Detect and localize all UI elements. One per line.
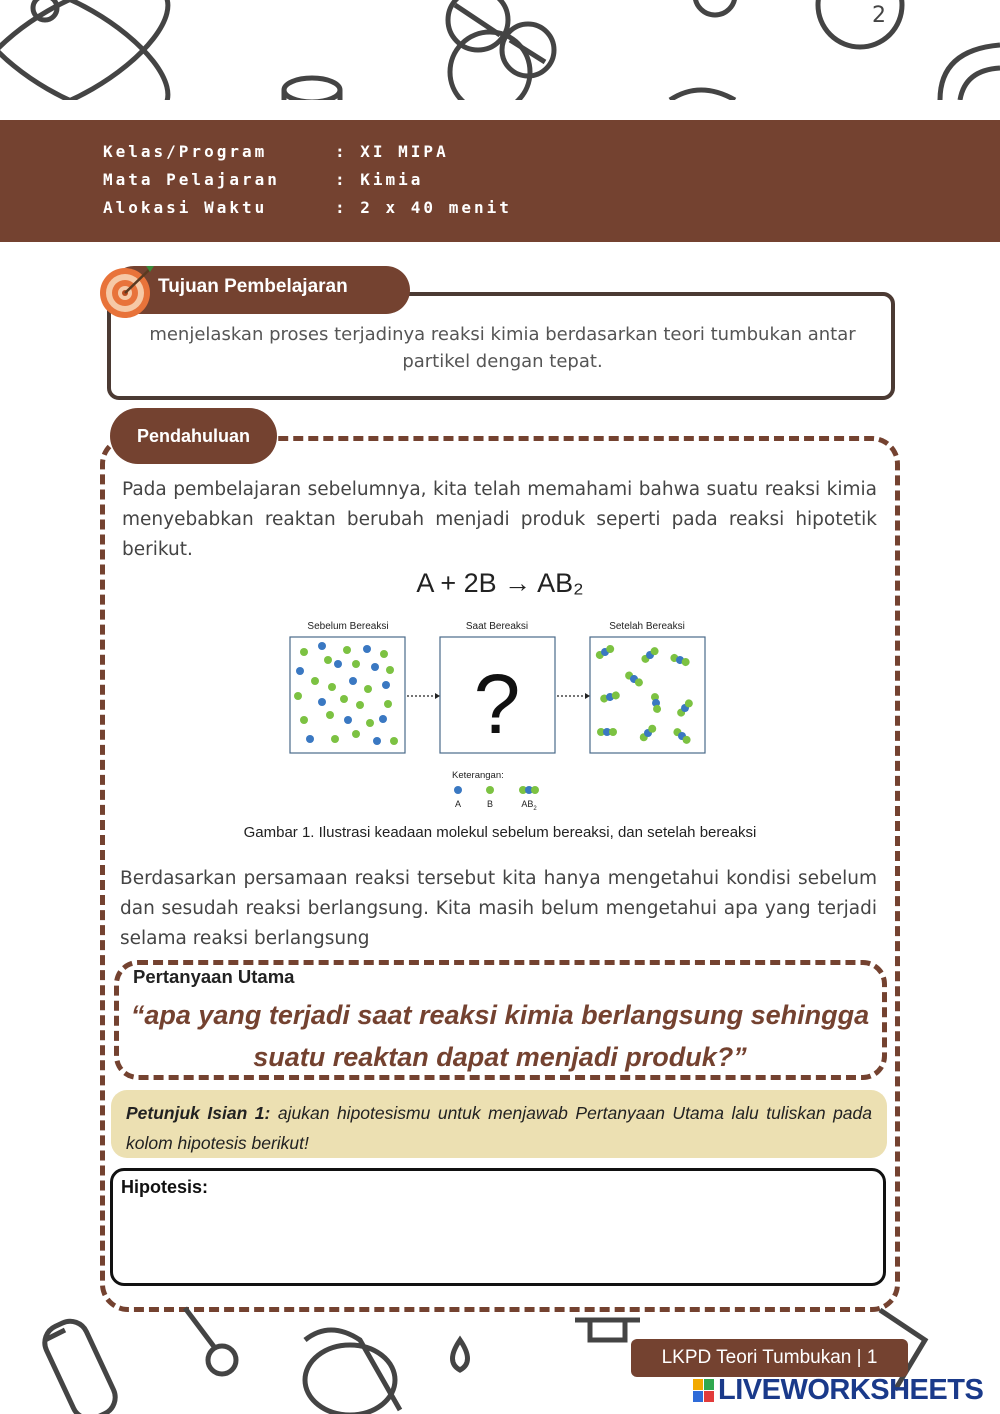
molecule-b — [294, 692, 302, 700]
arrow-1-head — [435, 693, 440, 699]
footer-page-tag: LKPD Teori Tumbukan | 1 — [631, 1339, 908, 1377]
legend-swatch-a — [454, 786, 462, 794]
header-label: Kelas/Program — [103, 142, 268, 161]
molecule-b — [384, 700, 392, 708]
target-icon — [98, 262, 156, 320]
header-row-kelas — [103, 142, 449, 161]
intro-paragraph: Pada pembelajaran sebelumnya, kita telah memahami bahwa suatu reaksi kimia menyebabkan reaktan berubah menjadi produk seperti pada reaksi hipotetik berikut. — [122, 479, 877, 560]
molecule-b — [366, 719, 374, 727]
decorative-science-doodles-top — [0, 0, 1000, 100]
molecule-b — [328, 683, 336, 691]
liveworksheets-brand[interactable]: LIVEWORKSHEETS — [718, 1374, 984, 1406]
petunjuk-box — [111, 1090, 887, 1158]
pertanyaan-text: “apa yang terjadi saat reaksi kimia berlangsung sehingga suatu reaktan dapat menjadi produk?” — [130, 1000, 870, 1072]
header-label: Alokasi Waktu — [103, 198, 268, 217]
legend-label-ab2: $AB_2$ — [521, 799, 537, 812]
liveworksheets-logo-icon — [693, 1379, 715, 1403]
hipotesis-field[interactable] — [110, 1168, 886, 1286]
molecule-a — [363, 645, 371, 653]
panel-label-during: Saat Bereaksi — [465, 621, 529, 632]
tujuan-text: menjelaskan proses terjadinya reaksi kimia berdasarkan teori tumbukan antar partikel dengan tepat. — [149, 324, 856, 372]
figure-caption: Gambar 1. Ilustrasi keadaan molekul sebelum bereaksi, dan setelah bereaksi — [243, 824, 757, 841]
molecule-b — [311, 677, 319, 685]
header-row-waktu — [103, 198, 512, 217]
panel-label-after: Setelah Bereaksi — [609, 621, 685, 632]
molecule-b — [343, 646, 351, 654]
molecule-a — [373, 737, 381, 745]
molecule-b — [380, 650, 388, 658]
molecule-b — [331, 735, 339, 743]
molecule-b — [352, 660, 360, 668]
molecule-b — [390, 737, 398, 745]
molecule-a — [379, 715, 387, 723]
legend-label-b: B — [486, 799, 494, 809]
hipotesis-label: Hipotesis: — [121, 1177, 209, 1197]
molecule-a — [371, 663, 379, 671]
body-paragraph: Berdasarkan persamaan reaksi tersebut kita hanya mengetahui kondisi sebelum dan sesudah reaksi berlangsung. Kita masih belum mengetahui apa yang terjadi selama reaksi berlangsung — [120, 868, 877, 949]
svg-text:2: 2 — [872, 3, 886, 28]
header-value: : 2 x 40 menit — [335, 198, 512, 217]
molecule-b — [364, 685, 372, 693]
legend-title: Keterangan: — [452, 770, 504, 781]
molecule-b — [352, 730, 360, 738]
molecule-b — [356, 701, 364, 709]
arrow-2-head — [585, 693, 590, 699]
petunjuk-label: Petunjuk Isian 1: — [126, 1103, 271, 1123]
molecule-a — [318, 642, 326, 650]
question-mark: ? — [473, 657, 521, 751]
molecule-a — [344, 716, 352, 724]
molecule-a — [318, 698, 326, 706]
molecule-a — [296, 667, 304, 675]
molecule-a — [349, 677, 357, 685]
pertanyaan-title: Pertanyaan Utama — [133, 966, 295, 987]
header-value: : XI MIPA — [335, 142, 449, 161]
molecule-b — [386, 666, 394, 674]
molecule-a — [306, 735, 314, 743]
molecule-b — [324, 656, 332, 664]
petunjuk-text: ajukan hipotesismu untuk menjawab Pertanyaan Utama lalu tuliskan pada kolom hipotesis berikut! — [126, 1103, 873, 1153]
pendahuluan-tab: Pendahuluan — [110, 408, 277, 464]
header-value: : Kimia — [335, 170, 424, 189]
molecule-illustration — [280, 615, 720, 820]
molecule-b — [340, 695, 348, 703]
tujuan-title: Tujuan Pembelajaran — [158, 276, 348, 297]
header-label: Mata Pelajaran — [103, 170, 280, 189]
molecule-b — [300, 716, 308, 724]
molecule-b — [326, 711, 334, 719]
reaction-equation: A + 2B → AB₂ — [416, 568, 584, 598]
header-row-mapel — [103, 170, 423, 189]
molecule-ab2 — [597, 728, 617, 736]
panel-label-before: Sebelum Bereaksi — [307, 621, 389, 632]
legend-label-a: A — [454, 799, 462, 809]
molecule-a — [382, 681, 390, 689]
legend-swatch-ab2 — [519, 786, 539, 794]
molecule-a — [334, 660, 342, 668]
molecule-b — [300, 648, 308, 656]
legend-swatch-b — [486, 786, 494, 794]
